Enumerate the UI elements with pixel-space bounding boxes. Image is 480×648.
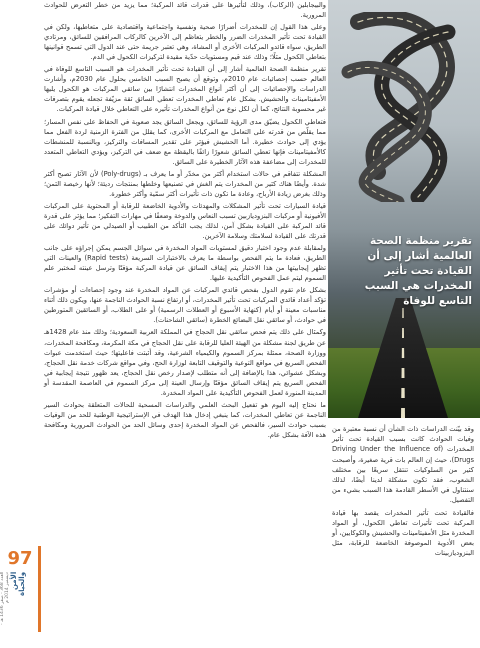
issue-label: العدد 368 - صفر 1436 هـ - ديسمبر 2014 م: [0, 572, 10, 626]
right-column: [332, 424, 474, 638]
right-paragraph: فالقيادة تحت تأثير المخدرات يقصد بها قيادة المركبة تحت تأثيرات تعاطي الكحول، أو المواد المخدرة مثل الأمفيتامينات والحشيش والكوكايين، أو بعض الأدوية الموصوفة الخاضعة للرقابة، مثل البنزوديازبينات: [332, 508, 474, 558]
main-paragraph: قيادة السيارات تحت تأثير المشكلات والمهدئات والأدوية الخاضعة للرقابة أو المحتوية على المركبات الأفيونية أو مركبات البنزوديازبين تسبب النعاس والدوخة وضعفًا في مهارات التفكير؛ مما يؤثر على قدرة قائد المركبة على القيادة بشكل آمن، لذلك يجب التأكد من الطبيب أو الصيدلي من تأثير دوائك على قدرتك على القيادة لسلامتك وسلامة الآخرين.: [44, 201, 326, 241]
page-number: 97: [7, 548, 33, 569]
road-coil-illustration: [338, 12, 470, 202]
main-paragraph: ما نحتاج إليه اليوم هو تفعيل البحث العلمي والدراسات المسحية للحالات المتعلقة بحوادث السير الناجمة عن تعاطي المخدرات، كما ينبغي إدخال هذا الهدف في الإستراتيجية الوطنية للحد من الوفيات بسبب حوادث السير، فالفحص عن المواد المخدرة إحدى وسائل الحد من الحوادث المرورية ومكافحة هذه الآفة بشكل عام.: [44, 400, 326, 439]
main-paragraph: والبيجابلين (الركاب)، وذلك لتأثيرها على قدرات قائد المركبة؛ مما يزيد من خطر التعرض للحوادث المرورية.: [44, 1, 326, 20]
article-photo: [328, 0, 480, 418]
main-paragraph: وكمثال على ذلك يتم فحص سائقي نقل الحجاج في المملكة العربية السعودية؛ وذلك منذ عام 1428هـ عن طريق لجنة مشكلة من الهيئة العليا للرقابة على نقل الحجاج في مكة المكرمة، ومكافحة المخدرات، ووزارة الصحة، ممثلة بمركز السموم والكيمياء الشرعية، وقد أثبتت فاعليتها؛ حيث استخدمت عبوات الفحص السريع في مواقع التوعية والتوقيف التابعة لوزارة الحج، وفي مواقع شركات خدمة نقل الحجاج، وبشكل عشوائي، هذا بالإضافة إلى أنه متطلب لإصدار رخص نقل الحجاج، يعد ظهور نتيجة إيجابية في الفحص السريع يتم إيقاف السائق مؤقتًا وإرسال العينة إلى مركز السموم في العاصمة المقدسة أو المدينة المنورة لعمل الفحوص التأكيدية على المواد المخدرة.: [44, 328, 326, 397]
main-column: [44, 0, 326, 636]
page-margin: [0, 0, 40, 648]
main-paragraph: ولمقابلة عدم وجود اختبار دقيق لمستويات المواد المخدرة في سوائل الجسم يمكن إجراؤه على جانب الطريق، فعادة ما يتم الفحص بواسطة ما يعرف بالاختبارات السريعة (Rapid tests) والعينات التي تظهر إيجابيتها من هذا الاختبار يتم إيقاف السائق عن قيادة المركبة مؤقتًا وترسل عينته لمختبر علم السموم ليتم عمل الفحوص التأكيدية عليها.: [44, 244, 327, 283]
photo-caption: تقرير منظمة الصحة العالمية أشار إلى أن القيادة تحت تأثير المخدرات هي السبب التاسع للوفاة: [364, 235, 472, 307]
main-paragraph: فتعاطي الكحول يضيّق مدى الرؤية للسائق، ويجعل السائق يجد صعوبة في الحفاظ على نفس المسار؛ مما يقلّص من قدرته على التعامل مع المركبات الأخرى، كما يقلل من الفترة الزمنية لردة الفعل مما يؤدي إلى حوادث خطيرة. أما الحشيش فيؤثر على تقدير المسافات والتركيز، وبالنسبة للمنشطات كالأمفيتامينات فإنها تعطي السائق شعورًا زائفًا باليقظة مع ضعف في التركيز، ويؤدي التعاطي المتعدد للمخدرات إلى مضاعفة هذه الآثار الخطيرة على السائق.: [44, 117, 326, 166]
main-paragraph: بشكل عام تقوم الدول بفحص قائدي المركبات عن المواد المخدرة عند وجود إحصاءات أو مؤشرات تؤكد أعداد قائدي المركبات تحت تأثير المخدرات، أو ارتفاع نسبة الحوادث الناجمة عنها، ويكون ذلك أثناء مناسبات معينة أو أيام (كنهاية الأسبوع أو العطلات الرسمية) أو على الطلاب، أو السائقين المتورطين في حوادث، أو سائقي نقل البضائع الخطرة (سائقي الشاحنات).: [44, 286, 326, 325]
main-paragraph: وعلى هذا القول إن للمخدرات أضرارًا صحية ونفسية واجتماعية واقتصادية على متعاطيها، ولكن في القيادة تحت تأثير المخدرات الضرر والخطر يتعاظم إلى الآخرين كالركاب المرافقين للسائق، ومرتادي الطريق، سواء قائدو المركبات الأخرى أو المشاة، وهي تعتبر جريمة حتى عند الدول التي تسمح قوانينها بتعاطي الكحول مثلًا؛ وذلك عند قيم ومستويات حدّية مقيدة لتركيزات الكحول في الدم.: [44, 23, 326, 62]
right-paragraph: وقد بيّنت الدراسات ذات الشأن أن نسبة معتبرة من وفيات الحوادث كانت بسبب القيادة تحت تأثير المخدرات (Driving Under the Influence of Drugs)، حيث إن العالم بات قرية صغيرة، وأصبحت كثير من السلوكيات تنتقل سريعًا بين مختلف الشعوب، فقد تكون مشكلة لدينا أيضًا، لذلك سنتناول في الأسطر القادمة هذا السبب بشيء من التفصيل.: [332, 425, 474, 505]
section-label: الأمن والحياة: [10, 572, 26, 597]
main-paragraph: تقرير منظمة الصحة العالمية أشار إلى أن القيادة تحت تأثير المخدرات هو السبب التاسع للوفاة في العالم حسب إحصائيات عام 2010م، وتوقع أن يصبح السبب الخامس بحلول عام 2030م، وأشارت الدراسات والإحصائيات إلى أن أكثر أنواع المخدرات انتشارًا بين سائقي المركبات هو الكحول يليها الأمفيتامينات والحشيش. بشكل عام تعاطي المخدرات تعطي السائق ثقة مزيّفة تجعله يقوم بتصرفات غير محسوبة النتائج، كما أن لكل نوع من أنواع المخدرات تأثيره على التعاطي خلال قيادة المركبات.: [44, 65, 326, 114]
main-paragraph: المشكلة تتفاقم في حالات استخدام أكثر من مخدّر أو ما يعرف بـ (Poly-drugs) لأن الآثار تصبح أكثر شدة. وأيضًا هناك كثير من المخدرات يتم الغش في تصنيعها وخلطها بمنتجات رديئة؛ لأنها رخيصة الثمن؛ وذلك بغرض زيادة الأرباح، وعادة ما تكون ذات تأثيرات أكثر سمّية وأكثر خطورة.: [44, 169, 326, 198]
